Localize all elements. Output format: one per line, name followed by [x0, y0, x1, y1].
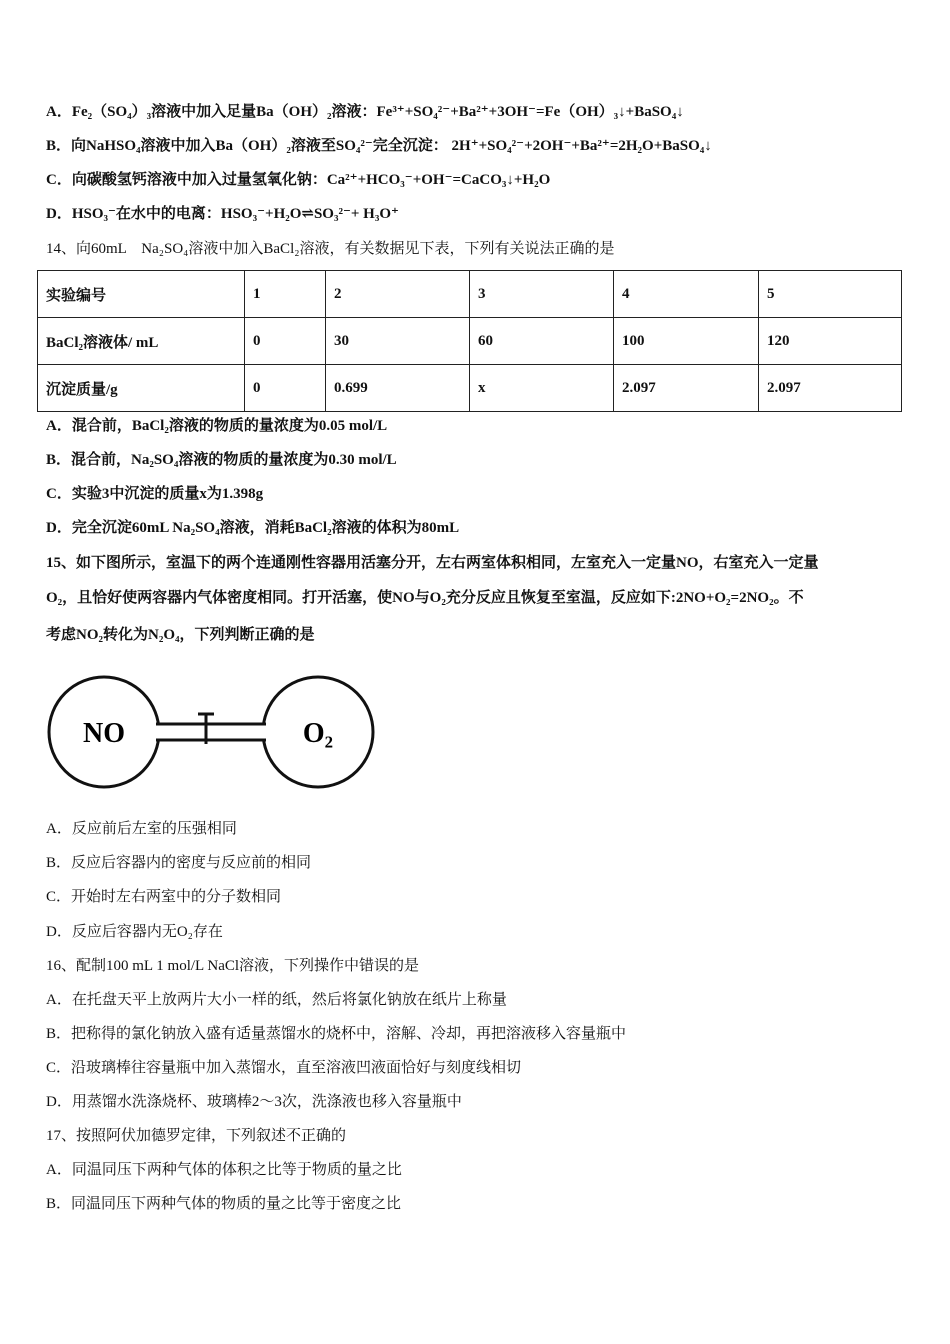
q17-option-b: B．同温同压下两种气体的物质的量之比等于密度之比 [46, 1196, 402, 1212]
q17-option-a: A．同温同压下两种气体的体积之比等于物质的量之比 [46, 1162, 402, 1178]
q14-option-d: D．完全沉淀60mL Na₂SO₄溶液，消耗BaCl₂溶液的体积为80mL [46, 520, 460, 536]
q15-option-c: C．开始时左右两室中的分子数相同 [46, 889, 282, 905]
table-cell: 实验编号 [38, 271, 245, 318]
q15-option-d: D．反应后容器内无O₂存在 [46, 924, 223, 940]
no-label: NO [83, 718, 125, 749]
q15-stem-line1: 15、如下图所示，室温下的两个连通刚性容器用活塞分开，左右两室体积相同，左室充入一定量NO，右室充入一定量 [46, 555, 819, 571]
q16-option-b: B．把称得的氯化钠放入盛有适量蒸馏水的烧杯中，溶解、冷却，再把溶液移入容量瓶中 [46, 1026, 627, 1042]
q17-stem: 17、按照阿伏加德罗定律，下列叙述不正确的 [46, 1128, 347, 1144]
table-cell: 5 [759, 271, 902, 318]
q14-option-a: A．混合前，BaCl₂溶液的物质的量浓度为0.05 mol/L [46, 418, 388, 434]
table-cell: 120 [759, 318, 902, 365]
table-row [38, 318, 902, 365]
table-cell: 0 [245, 318, 326, 365]
q13-option-b: B．向NaHSO₄溶液中加入Ba（OH）₂溶液至SO₄²⁻完全沉淀： 2H⁺+SO₄²⁻+2OH⁻+Ba²⁺=2H₂O+BaSO₄↓ [46, 138, 712, 154]
table-cell: 0 [245, 365, 326, 412]
q16-option-d: D．用蒸馏水洗涤烧杯、玻璃棒2～3次，洗涤液也移入容量瓶中 [46, 1094, 462, 1110]
table-cell: 2.097 [759, 365, 902, 412]
table-cell: 100 [614, 318, 759, 365]
table-cell: 60 [470, 318, 614, 365]
table-cell: 3 [470, 271, 614, 318]
q15-stem-line3: 考虑NO₂转化为N₂O₄，下列判断正确的是 [46, 627, 315, 643]
q14-data-table [37, 270, 902, 412]
q16-stem: 16、配制100 mL 1 mol/L NaCl溶液，下列操作中错误的是 [46, 958, 420, 974]
q14-option-b: B．混合前，Na₂SO₄溶液的物质的量浓度为0.30 mol/L [46, 452, 397, 468]
table-cell: 0.699 [326, 365, 470, 412]
q15-option-b: B．反应后容器内的密度与反应前的相同 [46, 855, 312, 871]
two-vessel-diagram [46, 672, 386, 797]
table-row [38, 271, 902, 318]
q16-option-c: C．沿玻璃棒往容量瓶中加入蒸馏水，直至溶液凹液面恰好与刻度线相切 [46, 1060, 522, 1076]
q14-option-c: C．实验3中沉淀的质量x为1.398g [46, 486, 264, 502]
q14-stem: 14、向60mL Na₂SO₄溶液中加入BaCl₂溶液，有关数据见下表，下列有关说法正确的是 [46, 241, 615, 257]
table-cell: 30 [326, 318, 470, 365]
q13-option-c: C．向碳酸氢钙溶液中加入过量氢氧化钠：Ca²⁺+HCO₃⁻+OH⁻=CaCO₃↓+H₂O [46, 172, 551, 188]
table-cell: 1 [245, 271, 326, 318]
q16-option-a: A．在托盘天平上放两片大小一样的纸，然后将氯化钠放在纸片上称量 [46, 992, 507, 1008]
q15-stem-line2: O₂，且恰好使两容器内气体密度相同。打开活塞，使NO与O₂充分反应且恢复至室温，反应如下:2NO+O₂=2NO₂。不 [46, 590, 804, 606]
table-cell: x [470, 365, 614, 412]
o2-label: O₂ [302, 718, 334, 749]
q13-option-a: A．Fe₂（SO₄）₃溶液中加入足量Ba（OH）₂溶液：Fe³⁺+SO₄²⁻+Ba²⁺+3OH⁻=Fe（OH）₃↓+BaSO₄↓ [46, 104, 684, 120]
q15-option-a: A．反应前后左室的压强相同 [46, 821, 237, 837]
table-row [38, 365, 902, 412]
table-cell: 4 [614, 271, 759, 318]
table-cell: BaCl₂溶液体/ mL [38, 318, 245, 365]
table-cell: 2 [326, 271, 470, 318]
table-cell: 沉淀质量/g [38, 365, 245, 412]
table-cell: 2.097 [614, 365, 759, 412]
q13-option-d: D．HSO₃⁻在水中的电离：HSO₃⁻+H₂O⇌SO₃²⁻+ H₃O⁺ [46, 206, 399, 222]
